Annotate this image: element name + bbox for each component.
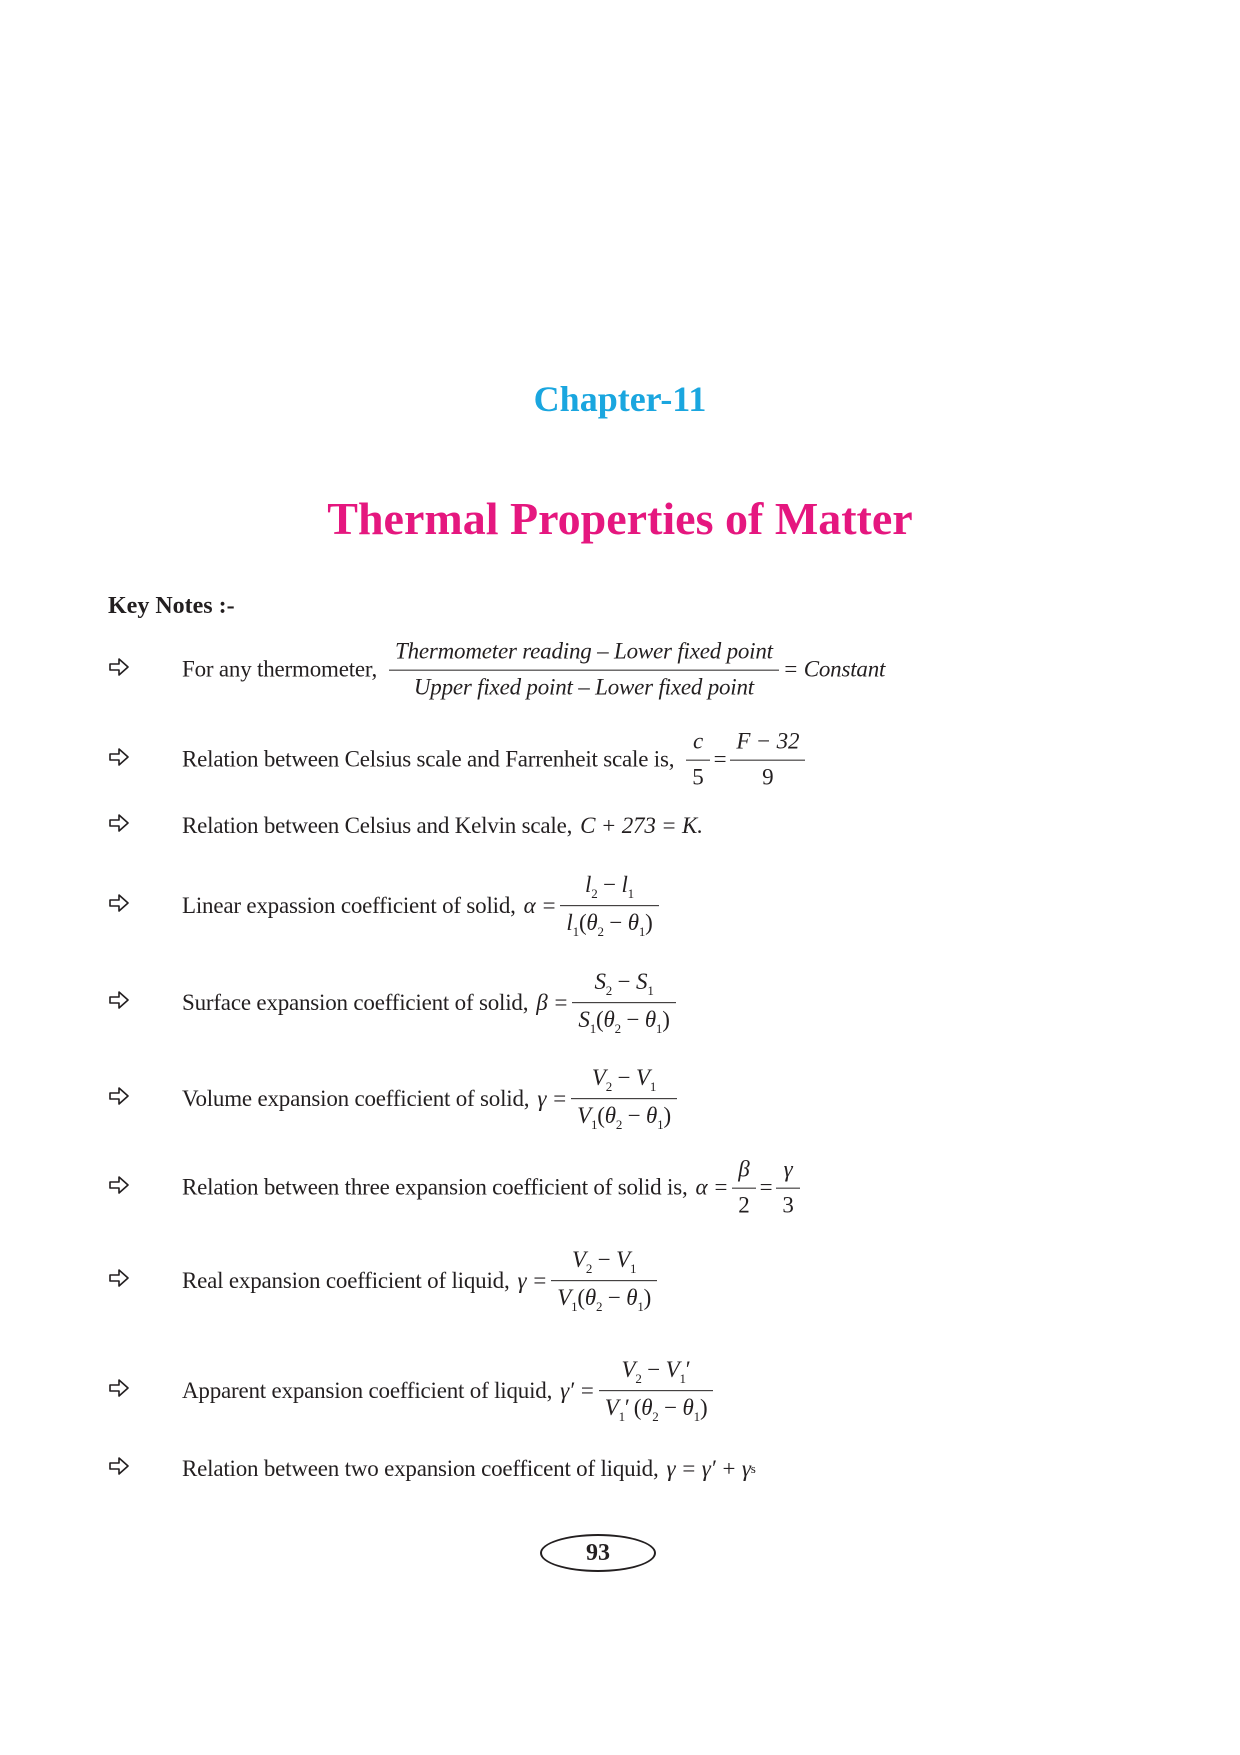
formula-lhs: α = xyxy=(695,1175,729,1200)
denominator: 9 xyxy=(762,764,774,790)
formula xyxy=(537,1064,681,1134)
denominator: Upper fixed point – Lower fixed point xyxy=(413,674,754,700)
formula xyxy=(696,1156,804,1221)
right-arrow-icon xyxy=(108,1174,130,1196)
denominator: $V_1(\theta_2 - \theta_1)$ xyxy=(577,1103,671,1133)
chapter-label: Chapter-11 xyxy=(533,379,707,419)
numerator: Thermometer reading – Lower fixed point xyxy=(395,638,773,664)
formula: C + 273 = K. xyxy=(580,813,703,838)
note-text: Real expansion coefficient of liquid, xyxy=(182,1268,510,1293)
right-arrow-icon xyxy=(108,656,130,678)
note-text: Surface expansion coefficient of solid, xyxy=(182,990,529,1015)
numerator: c xyxy=(692,728,703,754)
formula xyxy=(560,1356,717,1426)
note-text: Relation between two expansion coefficent of liquid, xyxy=(182,1456,659,1481)
note-text: Volume expansion coefficient of solid, xyxy=(182,1086,530,1111)
right-arrow-icon xyxy=(108,1377,130,1399)
denominator: 5 xyxy=(692,764,704,790)
formula-lhs: β = xyxy=(536,990,569,1015)
right-arrow-icon xyxy=(108,812,130,834)
note-text: Relation between three expansion coefficient of solid is, xyxy=(182,1175,688,1200)
formula-rhs: = Constant xyxy=(782,657,886,682)
formula xyxy=(682,728,809,793)
denominator: $l_1(\theta_2 - \theta_1)$ xyxy=(566,910,653,940)
numerator: $l_2 - l_1$ xyxy=(585,872,634,902)
numerator: $V_2 - V_1$ xyxy=(591,1065,657,1095)
formula xyxy=(667,1456,756,1482)
formula-expression: γ = γ′ + γ xyxy=(666,1456,751,1481)
note-text: Linear expassion coefficient of solid, xyxy=(182,893,516,918)
right-arrow-icon xyxy=(108,892,130,914)
formula-lhs: γ = xyxy=(517,1268,548,1293)
numerator: F − 32 xyxy=(736,728,800,754)
note-text: Apparent expansion coefficient of liquid, xyxy=(182,1378,553,1403)
page-number: 93 xyxy=(540,1534,656,1572)
formula-subscript: s xyxy=(750,1461,756,1476)
right-arrow-icon xyxy=(108,746,130,768)
numerator: β xyxy=(738,1156,750,1182)
numerator: $V_2 - V_1$ xyxy=(572,1247,637,1277)
formula xyxy=(518,1246,662,1316)
right-arrow-icon xyxy=(108,1085,130,1107)
numerator: γ xyxy=(783,1156,793,1182)
formula xyxy=(385,638,885,703)
numerator: $S_2 - S_1$ xyxy=(594,969,654,999)
formula-lhs: γ = xyxy=(537,1086,568,1111)
denominator: $V_1'$ $(\theta_2 - \theta_1)$ xyxy=(604,1395,708,1425)
right-arrow-icon xyxy=(108,1455,130,1477)
right-arrow-icon xyxy=(108,1267,130,1289)
formula-lhs: γ′ = xyxy=(560,1378,595,1403)
denominator: 3 xyxy=(782,1192,794,1218)
equals-sign: = xyxy=(713,747,727,772)
denominator: $S_1(\theta_2 - \theta_1)$ xyxy=(578,1007,670,1037)
right-arrow-icon xyxy=(108,989,130,1011)
note-text: For any thermometer, xyxy=(182,657,377,682)
formula-lhs: α = xyxy=(523,893,557,918)
equals-sign: = xyxy=(759,1175,773,1200)
page-title: Thermal Properties of Matter xyxy=(327,493,913,544)
formula xyxy=(536,968,679,1038)
note-text: Relation between Celsius scale and Farrenheit scale is, xyxy=(182,747,675,772)
formula xyxy=(524,871,663,941)
key-notes-heading: Key Notes :- xyxy=(108,593,235,619)
denominator: 2 xyxy=(738,1192,750,1218)
numerator: $V_2 - V_1'$ xyxy=(621,1357,691,1387)
denominator: $V_1(\theta_2 - \theta_1)$ xyxy=(557,1285,652,1315)
note-text: Relation between Celsius and Kelvin scale, xyxy=(182,813,573,838)
